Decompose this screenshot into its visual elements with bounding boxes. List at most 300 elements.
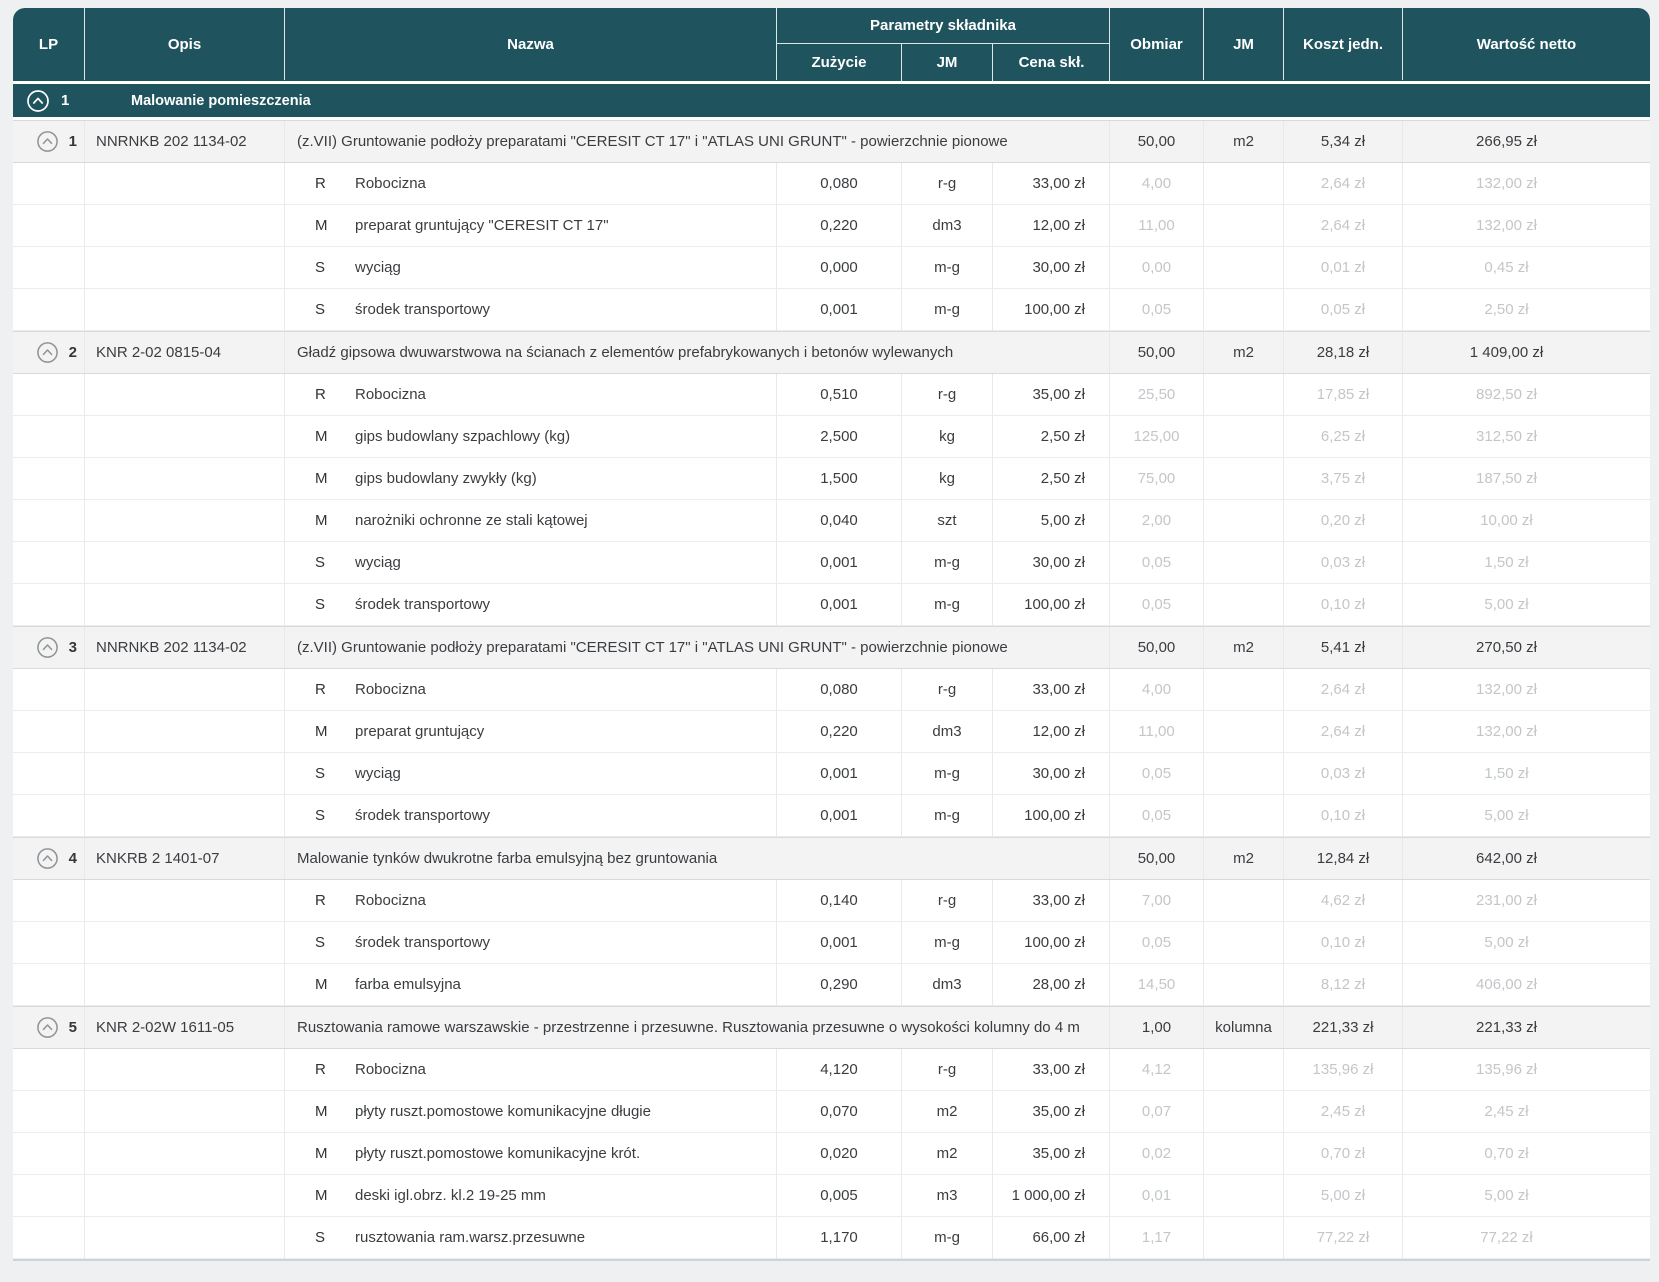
lp-cell — [13, 964, 85, 1005]
cena-skl-cell: 12,00 zł — [993, 205, 1110, 246]
jm-cell — [1204, 500, 1284, 541]
wartosc-netto-cell: 132,00 zł — [1476, 681, 1537, 698]
cena-skl-cell: 35,00 zł — [993, 374, 1110, 415]
wartosc-netto-cell: 5,00 zł — [1484, 934, 1529, 951]
cena-skl-cell: 28,00 zł — [993, 964, 1110, 1005]
obmiar-cell: 125,00 — [1110, 416, 1204, 457]
zuzycie-cell: 0,220 — [777, 711, 902, 752]
component-type: R — [315, 891, 326, 909]
col-header-parametry-group — [777, 8, 1110, 81]
component-type: S — [315, 806, 326, 824]
obmiar-cell: 0,05 — [1110, 922, 1204, 963]
koszt-jedn-cell: 0,20 zł — [1284, 500, 1403, 541]
jm-cell — [1204, 205, 1284, 246]
obmiar-cell: 0,07 — [1110, 1091, 1204, 1132]
opis-cell — [85, 1133, 285, 1174]
cena-skl-cell: 30,00 zł — [993, 753, 1110, 794]
koszt-jedn-cell: 28,18 zł — [1284, 332, 1403, 373]
koszt-jedn-cell: 2,45 zł — [1284, 1091, 1403, 1132]
component-row — [13, 289, 1650, 331]
group-row[interactable] — [13, 84, 1650, 120]
table-body — [13, 120, 1650, 1259]
koszt-jedn-cell: 0,03 zł — [1284, 753, 1403, 794]
item-row[interactable] — [13, 120, 1650, 163]
nazwa-cell — [285, 500, 777, 541]
jm-skladnika-cell: m2 — [902, 1091, 993, 1132]
col-header-jm-skladnika: JM — [902, 44, 993, 81]
component-type: M — [315, 1144, 328, 1162]
jm-cell — [1204, 289, 1284, 330]
zuzycie-cell: 0,001 — [777, 289, 902, 330]
jm-skladnika-cell: r-g — [902, 163, 993, 204]
component-name: preparat gruntujący — [355, 722, 485, 740]
jm-cell: m2 — [1204, 332, 1284, 373]
cena-skl-cell: 33,00 zł — [993, 1049, 1110, 1090]
lp-cell — [13, 374, 85, 415]
wartosc-netto-cell: 132,00 zł — [1476, 175, 1537, 192]
zuzycie-cell: 0,290 — [777, 964, 902, 1005]
koszt-jedn-cell: 2,64 zł — [1284, 711, 1403, 752]
item-number: 3 — [68, 639, 77, 656]
cena-skl-cell: 100,00 zł — [993, 584, 1110, 625]
component-type: S — [315, 300, 326, 318]
koszt-jedn-cell: 5,00 zł — [1284, 1175, 1403, 1216]
obmiar-cell: 0,00 — [1110, 247, 1204, 288]
nazwa-cell — [285, 711, 777, 752]
wartosc-netto-cell: 5,00 zł — [1484, 596, 1529, 613]
jm-cell: m2 — [1204, 627, 1284, 668]
wartosc-netto-cell: 2,45 zł — [1484, 1103, 1529, 1120]
koszt-jedn-cell: 2,64 zł — [1284, 669, 1403, 710]
cost-estimate-table — [13, 8, 1650, 1261]
koszt-jedn-cell: 0,10 zł — [1284, 795, 1403, 836]
component-type: R — [315, 174, 326, 192]
obmiar-cell: 0,05 — [1110, 795, 1204, 836]
nazwa-cell — [285, 753, 777, 794]
zuzycie-cell: 0,000 — [777, 247, 902, 288]
jm-cell — [1204, 964, 1284, 1005]
cena-skl-cell: 66,00 zł — [993, 1217, 1110, 1258]
component-row — [13, 416, 1650, 458]
wartosc-netto-cell: 5,00 zł — [1484, 807, 1529, 824]
chevron-up-circle-icon[interactable] — [36, 1016, 59, 1039]
component-row — [13, 669, 1650, 711]
zuzycie-cell: 1,170 — [777, 1217, 902, 1258]
component-name: Robocizna — [355, 891, 426, 909]
zuzycie-cell: 0,080 — [777, 163, 902, 204]
wartosc-netto-cell: 1,50 zł — [1484, 554, 1529, 571]
koszt-jedn-cell: 4,62 zł — [1284, 880, 1403, 921]
opis-cell — [85, 711, 285, 752]
col-header-parametry: Parametry składnika — [777, 8, 1109, 44]
opis-cell — [85, 1091, 285, 1132]
lp-cell — [13, 542, 85, 583]
component-row — [13, 1217, 1650, 1259]
component-row — [13, 1049, 1650, 1091]
cena-skl-cell: 100,00 zł — [993, 795, 1110, 836]
zuzycie-cell: 0,140 — [777, 880, 902, 921]
component-name: Robocizna — [355, 385, 426, 403]
jm-skladnika-cell: m3 — [902, 1175, 993, 1216]
jm-skladnika-cell: szt — [902, 500, 993, 541]
cena-skl-cell: 100,00 zł — [993, 922, 1110, 963]
component-name: gips budowlany szpachlowy (kg) — [355, 427, 571, 445]
lp-cell — [13, 1175, 85, 1216]
item-number: 2 — [68, 344, 77, 361]
obmiar-cell: 50,00 — [1110, 627, 1204, 668]
wartosc-netto-cell: 1 409,00 zł — [1469, 344, 1544, 361]
component-name: wyciąg — [355, 764, 401, 782]
wartosc-netto-cell: 642,00 zł — [1476, 850, 1537, 867]
obmiar-cell: 0,05 — [1110, 584, 1204, 625]
component-row — [13, 1175, 1650, 1217]
jm-cell — [1204, 880, 1284, 921]
cena-skl-cell: 35,00 zł — [993, 1091, 1110, 1132]
koszt-jedn-cell: 0,10 zł — [1284, 922, 1403, 963]
nazwa-cell — [285, 584, 777, 625]
component-row — [13, 458, 1650, 500]
item-row[interactable] — [13, 626, 1650, 669]
component-name: płyty ruszt.pomostowe komunikacyjne krót. — [355, 1144, 641, 1162]
nazwa-cell — [285, 922, 777, 963]
opis-cell: NNRNKB 202 1134-02 — [85, 121, 285, 162]
opis-cell — [85, 964, 285, 1005]
item-row[interactable] — [13, 837, 1650, 880]
opis-cell — [85, 374, 285, 415]
koszt-jedn-cell: 0,05 zł — [1284, 289, 1403, 330]
opis-cell — [85, 458, 285, 499]
opis-cell — [85, 669, 285, 710]
jm-cell: m2 — [1204, 838, 1284, 879]
jm-cell — [1204, 163, 1284, 204]
group-number: 1 — [61, 92, 70, 109]
wartosc-netto-cell: 406,00 zł — [1476, 976, 1537, 993]
jm-cell — [1204, 542, 1284, 583]
component-name: Robocizna — [355, 1060, 426, 1078]
lp-cell — [13, 669, 85, 710]
koszt-jedn-cell: 6,25 zł — [1284, 416, 1403, 457]
lp-cell — [13, 1091, 85, 1132]
obmiar-cell: 0,05 — [1110, 753, 1204, 794]
col-header-opis: Opis — [85, 8, 285, 80]
obmiar-cell: 50,00 — [1110, 332, 1204, 373]
nazwa-cell — [285, 964, 777, 1005]
nazwa-cell — [285, 795, 777, 836]
component-name: Robocizna — [355, 680, 426, 698]
jm-cell — [1204, 922, 1284, 963]
obmiar-cell: 50,00 — [1110, 838, 1204, 879]
col-header-koszt-jedn: Koszt jedn. — [1284, 8, 1403, 80]
opis-cell — [85, 542, 285, 583]
item-number: 1 — [68, 133, 77, 150]
lp-cell — [13, 1007, 85, 1048]
table-header — [13, 8, 1650, 84]
item-number: 5 — [68, 1019, 77, 1036]
chevron-up-circle-icon[interactable] — [36, 341, 59, 364]
lp-cell — [13, 627, 85, 668]
component-type: S — [315, 1228, 326, 1246]
obmiar-cell: 14,50 — [1110, 964, 1204, 1005]
component-type: S — [315, 553, 326, 571]
wartosc-netto-cell: 312,50 zł — [1476, 428, 1537, 445]
zuzycie-cell: 0,040 — [777, 500, 902, 541]
nazwa-cell: Gładź gipsowa dwuwarstwowa na ścianach z elementów prefabrykowanych i betonów wylewanych — [285, 332, 1110, 373]
zuzycie-cell: 1,500 — [777, 458, 902, 499]
chevron-up-circle-icon[interactable] — [36, 847, 59, 870]
jm-skladnika-cell: m-g — [902, 542, 993, 583]
jm-skladnika-cell: m-g — [902, 1217, 993, 1258]
opis-cell: KNR 2-02W 1611-05 — [85, 1007, 285, 1048]
nazwa-cell — [285, 458, 777, 499]
wartosc-netto-cell: 187,50 zł — [1476, 470, 1537, 487]
koszt-jedn-cell: 2,64 zł — [1284, 163, 1403, 204]
component-type: R — [315, 1060, 326, 1078]
wartosc-netto-cell: 77,22 zł — [1480, 1229, 1533, 1246]
component-type: M — [315, 722, 328, 740]
cena-skl-cell: 1 000,00 zł — [993, 1175, 1110, 1216]
cena-skl-cell: 33,00 zł — [993, 880, 1110, 921]
opis-cell: KNKRB 2 1401-07 — [85, 838, 285, 879]
item-row[interactable] — [13, 1006, 1650, 1049]
jm-cell — [1204, 753, 1284, 794]
cena-skl-cell: 2,50 zł — [993, 416, 1110, 457]
cena-skl-cell: 33,00 zł — [993, 163, 1110, 204]
opis-cell — [85, 795, 285, 836]
nazwa-cell — [285, 205, 777, 246]
nazwa-cell — [285, 416, 777, 457]
obmiar-cell: 0,01 — [1110, 1175, 1204, 1216]
koszt-jedn-cell: 5,41 zł — [1284, 627, 1403, 668]
jm-skladnika-cell: dm3 — [902, 964, 993, 1005]
chevron-up-circle-icon[interactable] — [36, 130, 59, 153]
col-header-obmiar: Obmiar — [1110, 8, 1204, 80]
zuzycie-cell: 0,005 — [777, 1175, 902, 1216]
lp-cell — [13, 584, 85, 625]
opis-cell — [85, 1217, 285, 1258]
opis-cell — [85, 1049, 285, 1090]
koszt-jedn-cell: 0,03 zł — [1284, 542, 1403, 583]
obmiar-cell: 1,17 — [1110, 1217, 1204, 1258]
jm-skladnika-cell: m-g — [902, 247, 993, 288]
component-name: wyciąg — [355, 258, 401, 276]
col-header-cena-skl: Cena skł. — [1018, 54, 1085, 71]
opis-cell — [85, 500, 285, 541]
nazwa-cell — [285, 289, 777, 330]
zuzycie-cell: 0,220 — [777, 205, 902, 246]
jm-skladnika-cell: dm3 — [902, 711, 993, 752]
jm-cell — [1204, 1217, 1284, 1258]
jm-skladnika-cell: m-g — [902, 753, 993, 794]
component-name: wyciąg — [355, 553, 401, 571]
lp-cell — [13, 795, 85, 836]
jm-cell — [1204, 247, 1284, 288]
jm-skladnika-cell: r-g — [902, 1049, 993, 1090]
col-header-zuzycie: Zużycie — [777, 44, 902, 81]
zuzycie-cell: 0,001 — [777, 542, 902, 583]
zuzycie-cell: 2,500 — [777, 416, 902, 457]
opis-cell — [85, 205, 285, 246]
nazwa-cell — [285, 542, 777, 583]
chevron-up-circle-icon[interactable] — [26, 89, 50, 113]
nazwa-cell — [285, 1217, 777, 1258]
opis-cell: NNRNKB 202 1134-02 — [85, 627, 285, 668]
jm-skladnika-cell: m-g — [902, 795, 993, 836]
koszt-jedn-cell: 135,96 zł — [1284, 1049, 1403, 1090]
col-header-wartosc-netto: Wartość netto — [1476, 35, 1577, 53]
jm-skladnika-cell: m2 — [902, 1133, 993, 1174]
nazwa-cell — [285, 669, 777, 710]
component-name: środek transportowy — [355, 595, 491, 613]
component-type: S — [315, 258, 326, 276]
component-row — [13, 711, 1650, 753]
jm-cell — [1204, 374, 1284, 415]
cena-skl-cell: 12,00 zł — [993, 711, 1110, 752]
nazwa-cell — [285, 247, 777, 288]
obmiar-cell: 0,02 — [1110, 1133, 1204, 1174]
component-name: farba emulsyjna — [355, 975, 461, 993]
lp-cell — [13, 289, 85, 330]
chevron-up-circle-icon[interactable] — [36, 636, 59, 659]
lp-cell — [13, 1217, 85, 1258]
wartosc-netto-cell: 5,00 zł — [1484, 1187, 1529, 1204]
jm-skladnika-cell: kg — [902, 458, 993, 499]
nazwa-cell: Malowanie tynków dwukrotne farba emulsyjną bez gruntowania — [285, 838, 1110, 879]
nazwa-cell — [285, 1049, 777, 1090]
zuzycie-cell: 0,001 — [777, 922, 902, 963]
component-type: S — [315, 595, 326, 613]
jm-cell — [1204, 458, 1284, 499]
wartosc-netto-cell: 231,00 zł — [1476, 892, 1537, 909]
zuzycie-cell: 0,001 — [777, 795, 902, 836]
obmiar-cell: 2,00 — [1110, 500, 1204, 541]
opis-cell — [85, 1175, 285, 1216]
col-header-jm: JM — [1204, 8, 1284, 80]
wartosc-netto-cell: 1,50 zł — [1484, 765, 1529, 782]
obmiar-cell: 75,00 — [1110, 458, 1204, 499]
component-row — [13, 1133, 1650, 1175]
component-name: środek transportowy — [355, 806, 491, 824]
jm-cell — [1204, 1133, 1284, 1174]
wartosc-netto-cell: 270,50 zł — [1476, 639, 1537, 656]
obmiar-cell: 4,12 — [1110, 1049, 1204, 1090]
opis-cell — [85, 880, 285, 921]
zuzycie-cell: 0,001 — [777, 584, 902, 625]
col-header-nazwa: Nazwa — [285, 8, 777, 80]
lp-cell — [13, 753, 85, 794]
zuzycie-cell: 0,080 — [777, 669, 902, 710]
component-row — [13, 922, 1650, 964]
lp-cell — [13, 880, 85, 921]
component-row — [13, 163, 1650, 205]
component-type: S — [315, 764, 326, 782]
jm-skladnika-cell: dm3 — [902, 205, 993, 246]
koszt-jedn-cell: 221,33 zł — [1284, 1007, 1403, 1048]
koszt-jedn-cell: 0,01 zł — [1284, 247, 1403, 288]
jm-cell — [1204, 1049, 1284, 1090]
component-row — [13, 584, 1650, 626]
component-row — [13, 500, 1650, 542]
component-name: Robocizna — [355, 174, 426, 192]
component-row — [13, 795, 1650, 837]
wartosc-netto-cell: 266,95 zł — [1476, 133, 1537, 150]
nazwa-cell — [285, 163, 777, 204]
group-title: Malowanie pomieszczenia — [131, 92, 311, 109]
cena-skl-cell: 30,00 zł — [993, 247, 1110, 288]
zuzycie-cell: 0,070 — [777, 1091, 902, 1132]
item-row[interactable] — [13, 331, 1650, 374]
lp-cell — [13, 332, 85, 373]
item-number: 4 — [68, 850, 77, 867]
nazwa-cell — [285, 374, 777, 415]
obmiar-cell: 50,00 — [1110, 121, 1204, 162]
component-type: M — [315, 469, 328, 487]
lp-cell — [13, 205, 85, 246]
component-type: M — [315, 511, 328, 529]
obmiar-cell: 0,05 — [1110, 542, 1204, 583]
opis-cell — [85, 753, 285, 794]
nazwa-cell: Rusztowania ramowe warszawskie - przestrzenne i przesuwne. Rusztowania przesuwne o wysokości kolumny do 4 m — [285, 1007, 1110, 1048]
col-header-lp: LP — [13, 8, 85, 80]
jm-cell — [1204, 1175, 1284, 1216]
obmiar-cell: 11,00 — [1110, 205, 1204, 246]
cena-skl-cell: 5,00 zł — [993, 500, 1110, 541]
wartosc-netto-cell: 221,33 zł — [1476, 1019, 1537, 1036]
opis-cell — [85, 922, 285, 963]
component-row — [13, 1091, 1650, 1133]
component-type: S — [315, 933, 326, 951]
zuzycie-cell: 0,001 — [777, 753, 902, 794]
obmiar-cell: 4,00 — [1110, 669, 1204, 710]
wartosc-netto-cell: 2,50 zł — [1484, 301, 1529, 318]
opis-cell — [85, 289, 285, 330]
opis-cell — [85, 416, 285, 457]
lp-cell — [13, 711, 85, 752]
zuzycie-cell: 0,510 — [777, 374, 902, 415]
component-row — [13, 753, 1650, 795]
component-name: deski igl.obrz. kl.2 19-25 mm — [355, 1186, 546, 1204]
koszt-jedn-cell: 3,75 zł — [1284, 458, 1403, 499]
component-name: narożniki ochronne ze stali kątowej — [355, 511, 588, 529]
cena-skl-cell: 33,00 zł — [993, 669, 1110, 710]
koszt-jedn-cell: 0,10 zł — [1284, 584, 1403, 625]
component-name: płyty ruszt.pomostowe komunikacyjne długie — [355, 1102, 651, 1120]
opis-cell — [85, 247, 285, 288]
koszt-jedn-cell: 2,64 zł — [1284, 205, 1403, 246]
cena-skl-cell: 35,00 zł — [993, 1133, 1110, 1174]
obmiar-cell: 25,50 — [1110, 374, 1204, 415]
jm-cell — [1204, 795, 1284, 836]
jm-skladnika-cell: m-g — [902, 584, 993, 625]
opis-cell: KNR 2-02 0815-04 — [85, 332, 285, 373]
lp-cell — [13, 500, 85, 541]
wartosc-netto-cell: 132,00 zł — [1476, 723, 1537, 740]
jm-skladnika-cell: r-g — [902, 880, 993, 921]
jm-skladnika-cell: m-g — [902, 922, 993, 963]
component-type: M — [315, 975, 328, 993]
jm-cell: m2 — [1204, 121, 1284, 162]
component-row — [13, 247, 1650, 289]
koszt-jedn-cell: 12,84 zł — [1284, 838, 1403, 879]
cena-skl-cell: 30,00 zł — [993, 542, 1110, 583]
jm-cell — [1204, 711, 1284, 752]
cena-skl-cell: 2,50 zł — [993, 458, 1110, 499]
nazwa-cell — [285, 880, 777, 921]
obmiar-cell: 11,00 — [1110, 711, 1204, 752]
jm-cell — [1204, 669, 1284, 710]
component-row — [13, 374, 1650, 416]
component-row — [13, 542, 1650, 584]
koszt-jedn-cell: 77,22 zł — [1284, 1217, 1403, 1258]
